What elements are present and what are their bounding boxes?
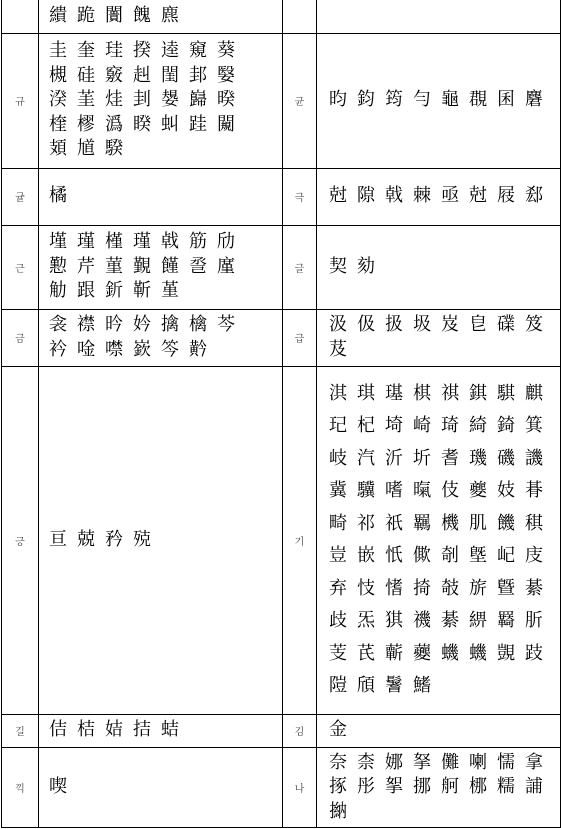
hanja-list: 橘 bbox=[39, 168, 283, 225]
table-row bbox=[2, 714, 561, 747]
reading-label: 긍 bbox=[2, 366, 39, 714]
hanja-list: 尅隙戟棘亟尅屐郄 bbox=[317, 168, 561, 225]
reading-label: 기 bbox=[283, 366, 317, 714]
hanja-list: 金 bbox=[317, 714, 561, 747]
table-row bbox=[2, 0, 561, 33]
hanja-list: 奈柰娜拏儺喇懦拿㧻彤挐挪舸梛糯誧㨥 bbox=[317, 747, 561, 828]
reading-label: 끽 bbox=[2, 747, 39, 828]
hanja-list: 契劾 bbox=[317, 225, 561, 309]
hanja-table bbox=[1, 0, 561, 828]
table-row bbox=[2, 225, 561, 309]
reading-label: 길 bbox=[2, 714, 39, 747]
hanja-list: 墐瑾槿瑾㦸筋劤懃芹菫覲饉巹廑觔跟釿靳堇 bbox=[39, 225, 283, 309]
reading-label: 규 bbox=[2, 33, 39, 168]
hanja-list: 喫 bbox=[39, 747, 283, 828]
table-row bbox=[2, 33, 561, 168]
hanja-list: 衾襟昑妗擒檎芩衿唫噤嶔笒黅 bbox=[39, 309, 283, 366]
reading-label: 급 bbox=[283, 309, 317, 366]
reading-label: 글 bbox=[283, 225, 317, 309]
reading-label: 귤 bbox=[2, 168, 39, 225]
table-row bbox=[2, 366, 561, 714]
reading-label bbox=[2, 0, 39, 33]
reading-label: 근 bbox=[2, 225, 39, 309]
table-row bbox=[2, 747, 561, 828]
reading-label: 균 bbox=[283, 33, 317, 168]
hanja-list: 淇琪璂棋祺錤騏麒玘杞埼崎琦綺錡箕岐汽沂圻耆璣磯譏冀驥嗜暣伎夔妓朞畸祁祇羈機肌饑稘豈嵌忯僛剞墍屺庋弃忮愭掎攲旂曁綦歧炁猉禨綦綥羇肵芰芪蘄虁蟣蟣覬跂隑頎鬐鰭 bbox=[317, 366, 561, 714]
hanja-list bbox=[317, 0, 561, 33]
table-row bbox=[2, 309, 561, 366]
hanja-list: 亘兢矜殑 bbox=[39, 366, 283, 714]
reading-label: 김 bbox=[283, 714, 317, 747]
reading-label: 금 bbox=[2, 309, 39, 366]
reading-label: 극 bbox=[283, 168, 317, 225]
hanja-list: 圭奎珪揆逵窺葵槻硅竅赳閨邽嫛湀茥烓刲嫢巋暌楏樛潙睽虯跬闚頍馗騤 bbox=[39, 33, 283, 168]
reading-label: 나 bbox=[283, 747, 317, 828]
hanja-list: 佶桔姞拮蛣 bbox=[39, 714, 283, 747]
hanja-list: 汲伋扱圾岌皀礏笈芨 bbox=[317, 309, 561, 366]
hanja-list: 繢跪闠餽麃 bbox=[39, 0, 283, 33]
hanja-list: 昀鈞筠勻龜覠囷麏 bbox=[317, 33, 561, 168]
reading-label bbox=[283, 0, 317, 33]
table-row bbox=[2, 168, 561, 225]
